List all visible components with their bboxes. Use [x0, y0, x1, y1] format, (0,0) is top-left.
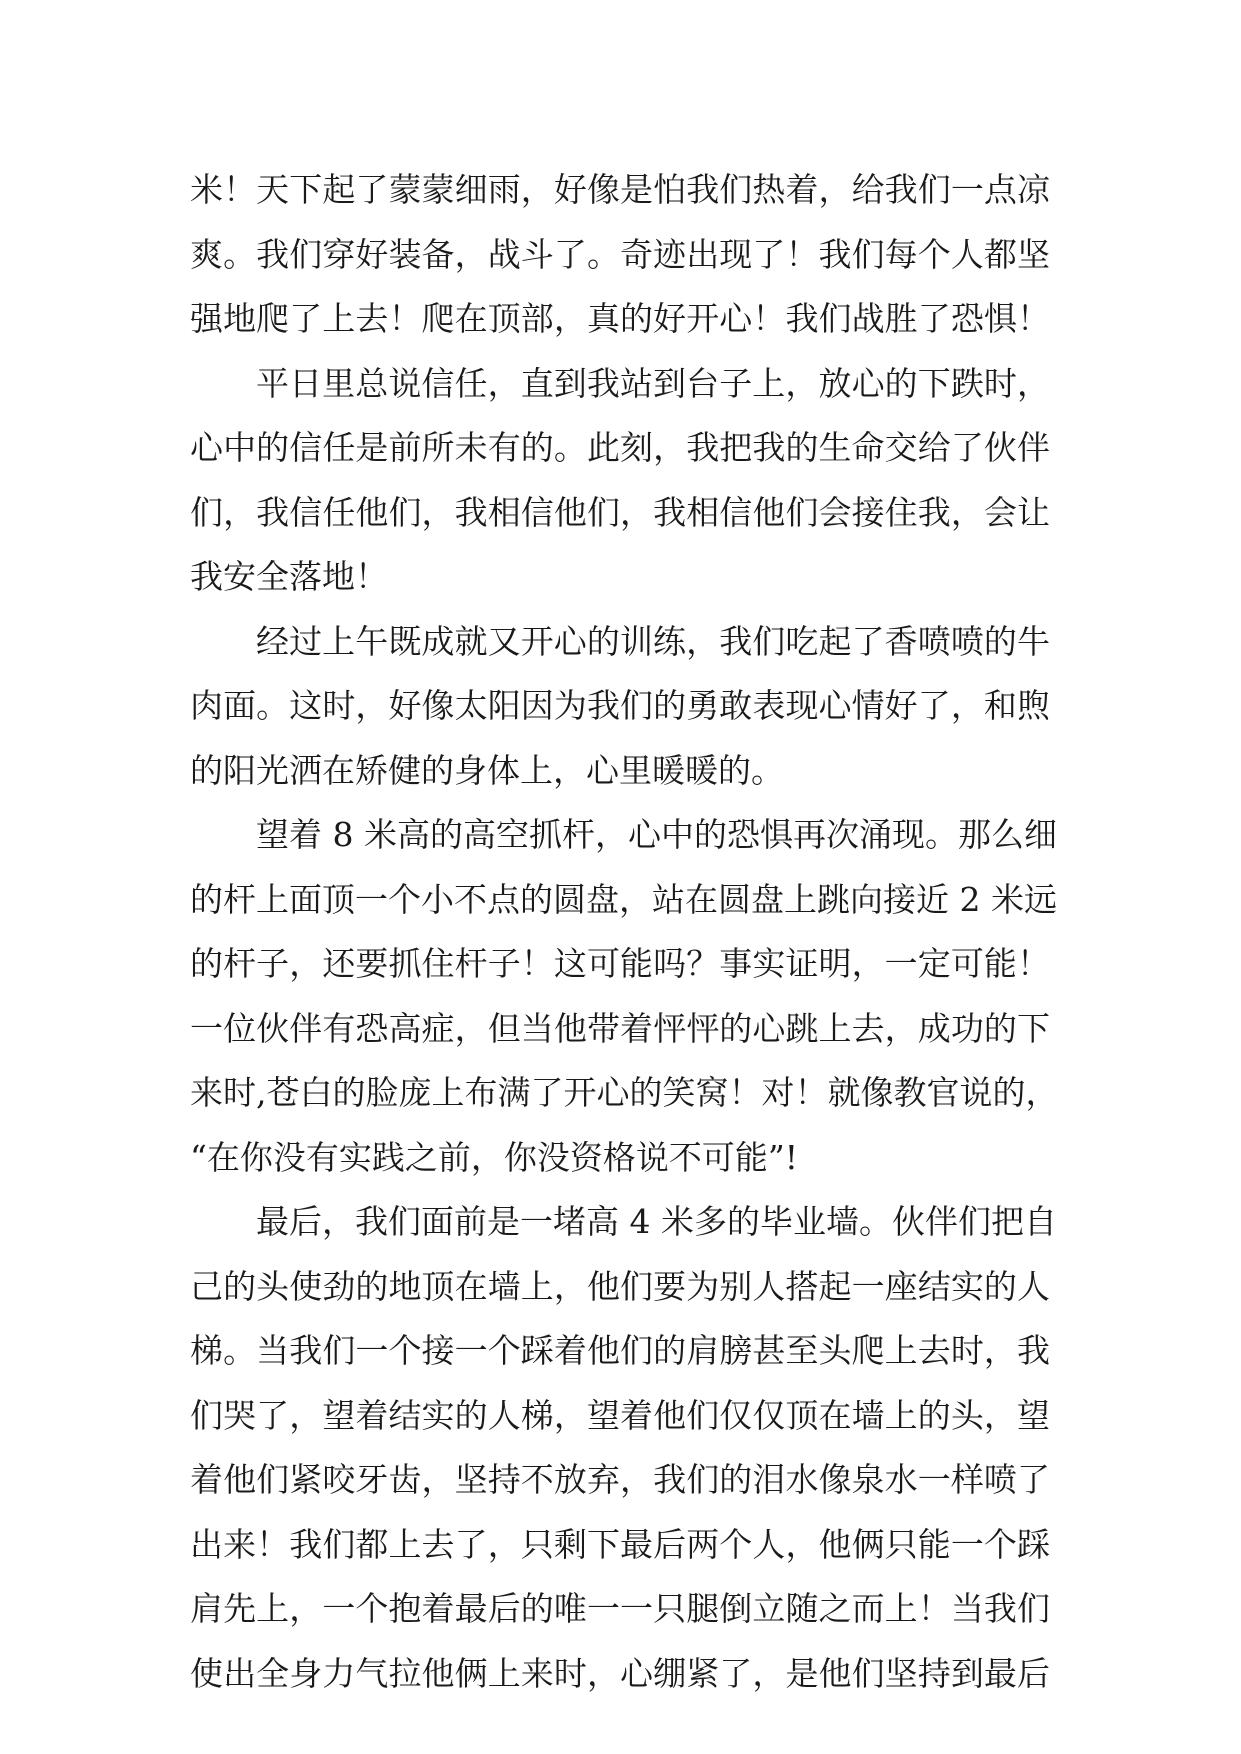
text-line: 的杆上面顶一个小不点的圆盘，站在圆盘上跳向接近 2 米远 [190, 879, 1057, 919]
text-line: 一位伙伴有恐高症，但当他带着怦怦的心跳上去，成功的下 [190, 1008, 1050, 1048]
text-line: 望着 8 米高的高空抓杆，心中的恐惧再次涌现。那么细 [256, 815, 1057, 854]
text-line: 爽。我们穿好装备，战斗了。奇迹出现了！我们每个人都坚 [190, 234, 1050, 274]
text-line: 们哭了，望着结实的人梯，望着他们仅仅顶在墙上的头，望 [190, 1395, 1050, 1435]
text-line: 来时,苍白的脸庞上布满了开心的笑窝！对！就像教官说的， [190, 1073, 1059, 1112]
text-line: 肉面。这时，好像太阳因为我们的勇敢表现心情好了，和煦 [190, 686, 1050, 725]
text-line: 使出全身力气拉他俩上来时，心绷紧了，是他们坚持到最后 [190, 1653, 1050, 1693]
text-line: 出来！我们都上去了，只剩下最后两个人，他俩只能一个踩 [190, 1524, 1050, 1564]
text-line: 平日里总说信任，直到我站到台子上，放心的下跌时， [256, 363, 1050, 403]
text-line: 的阳光洒在矫健的身体上，心里暖暖的。 [190, 750, 784, 790]
text-line: 肩先上，一个抱着最后的唯一一只腿倒立随之而上！当我们 [190, 1589, 1050, 1628]
text-line: 强地爬了上去！爬在顶部，真的好开心！我们战胜了恐惧！ [190, 299, 1050, 338]
text-line: 们，我信任他们，我相信他们，我相信他们会接住我，会让 [190, 492, 1050, 532]
text-line: “在你没有实践之前，你没资格说不可能”! [190, 1137, 799, 1177]
text-line: 的杆子，还要抓住杆子！这可能吗？事实证明，一定可能！ [190, 944, 1050, 983]
text-line: 经过上午既成就又开心的训练，我们吃起了香喷喷的牛 [256, 621, 1050, 661]
text-line: 梯。当我们一个接一个踩着他们的肩膀甚至头爬上去时，我 [190, 1331, 1050, 1370]
text-line: 最后，我们面前是一堵高 4 米多的毕业墙。伙伴们把自 [256, 1202, 1057, 1241]
text-line: 己的头使劲的地顶在墙上，他们要为别人搭起一座结实的人 [190, 1266, 1050, 1306]
text-line: 我安全落地！ [190, 557, 388, 596]
body-text [190, 158, 1059, 1706]
text-line: 心中的信任是前所未有的。此刻，我把我的生命交给了伙伴 [190, 428, 1050, 467]
text-line: 米！天下起了蒙蒙细雨，好像是怕我们热着，给我们一点凉 [190, 170, 1050, 209]
text-line: 着他们紧咬牙齿，坚持不放弃，我们的泪水像泉水一样喷了 [190, 1460, 1050, 1499]
